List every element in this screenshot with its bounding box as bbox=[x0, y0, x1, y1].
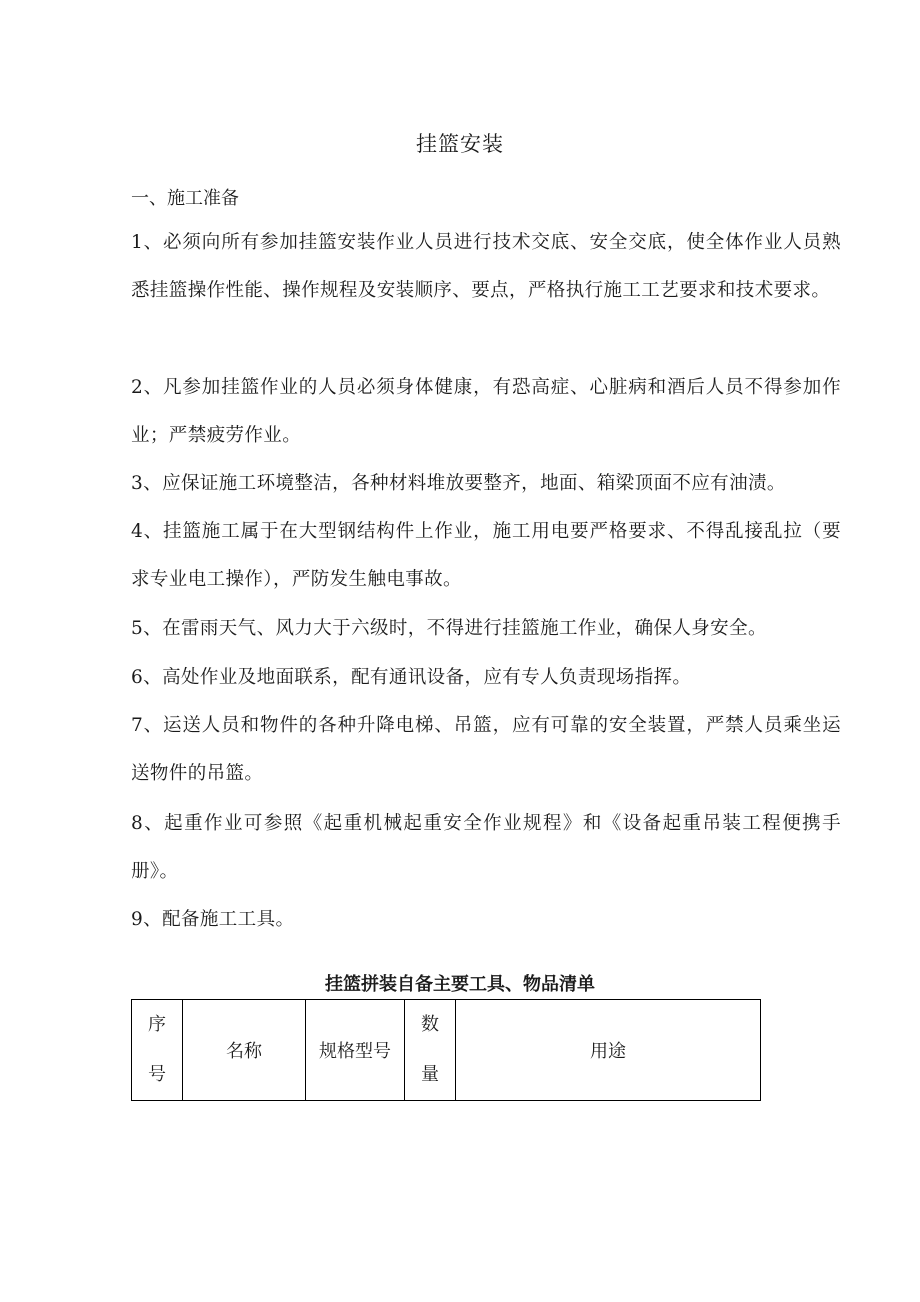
header-spec: 规格型号 bbox=[306, 1000, 405, 1101]
header-seq-top: 序 bbox=[148, 1014, 166, 1035]
document-title: 挂篮安装 bbox=[416, 132, 504, 156]
paragraph-5: 5、在雷雨天气、风力大于六级时，不得进行挂篮施工作业，确保人身安全。 bbox=[131, 618, 767, 639]
section-heading: 一、施工准备 bbox=[131, 188, 239, 209]
header-name: 名称 bbox=[183, 1000, 306, 1101]
table-title: 挂篮拼装自备主要工具、物品清单 bbox=[325, 974, 595, 995]
header-qty-top: 数 bbox=[421, 1014, 439, 1035]
header-qty-bottom: 量 bbox=[421, 1064, 439, 1085]
paragraph-8: 8、起重作业可参照《起重机械起重安全作业规程》和《设备起重吊装工程便携手册》。 bbox=[131, 813, 841, 882]
header-qty bbox=[405, 1000, 456, 1101]
paragraph-4: 4、挂篮施工属于在大型钢结构件上作业，施工用电要严格要求、不得乱接乱拉（要求专业电工操作），严防发生触电事故。 bbox=[131, 521, 841, 590]
header-seq bbox=[132, 1000, 183, 1101]
header-seq-bottom: 号 bbox=[148, 1064, 166, 1085]
paragraph-6: 6、高处作业及地面联系，配有通讯设备，应有专人负责现场指挥。 bbox=[131, 667, 692, 688]
paragraph-3: 3、应保证施工环境整洁，各种材料堆放要整齐，地面、箱梁顶面不应有油渍。 bbox=[131, 473, 786, 494]
paragraph-7: 7、运送人员和物件的各种升降电梯、吊篮，应有可靠的安全装置，严禁人员乘坐运送物件的吊篮。 bbox=[131, 715, 841, 784]
paragraph-1: 1、必须向所有参加挂篮安装作业人员进行技术交底、安全交底，使全体作业人员熟悉挂篮操作性能、操作规程及安装顺序、要点，严格执行施工工艺要求和技术要求。 bbox=[131, 232, 841, 301]
header-usage: 用途 bbox=[456, 1000, 761, 1101]
table-header-row bbox=[132, 1000, 761, 1101]
paragraph-9: 9、配备施工工具。 bbox=[131, 909, 295, 930]
tools-table bbox=[131, 999, 761, 1101]
paragraph-2: 2、凡参加挂篮作业的人员必须身体健康，有恐高症、心脏病和酒后人员不得参加作业；严禁疲劳作业。 bbox=[131, 377, 841, 446]
